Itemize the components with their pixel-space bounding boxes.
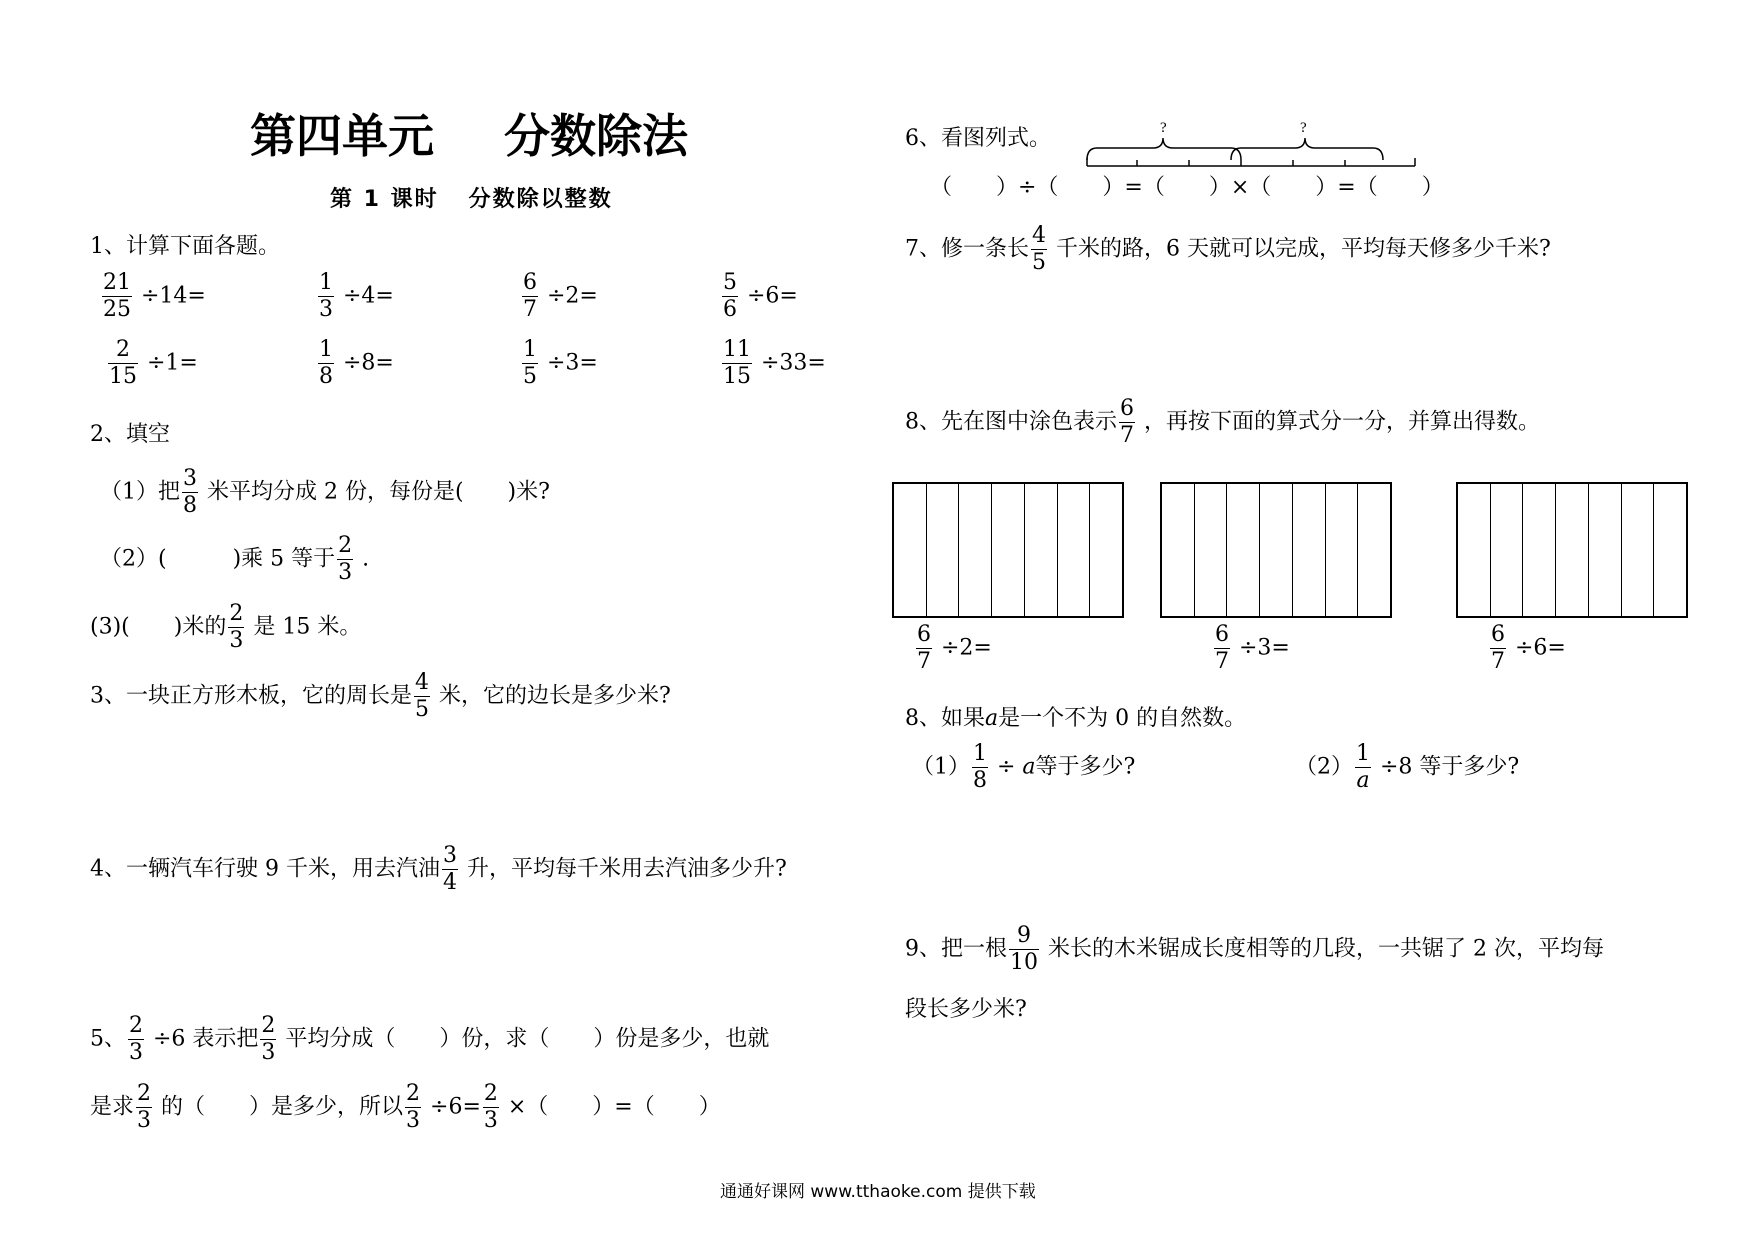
fraction: $\frac{3}{4}$ <box>442 843 457 895</box>
q8b-heading: 8、如果a是一个不为 0 的自然数。 <box>905 706 1247 731</box>
q8-label-3: $\frac{6}{7}$ ÷6= <box>1491 622 1566 674</box>
fraction: $\frac{1}{8}$ <box>973 741 987 793</box>
q6-heading: 6、看图列式。 <box>905 126 1051 151</box>
q1-item-4: $\frac{5}{6}$ ÷6= <box>723 270 798 322</box>
q6-question-mark-2: ? <box>1300 120 1307 136</box>
fraction: $\frac{2}{3}$ <box>261 1013 276 1065</box>
lesson-number: 第 1 课时 <box>330 187 439 212</box>
q6-formula: （ ）÷（ ）=（ ）×（ ）=（ ） <box>930 175 1444 200</box>
q9-line-2: 段长多少米? <box>905 997 1027 1022</box>
q1-heading: 1、计算下面各题。 <box>90 234 280 259</box>
q8-label-2: $\frac{6}{7}$ ÷3= <box>1215 622 1290 674</box>
fraction: $\frac{4}{5}$ <box>415 670 429 722</box>
q1-item-1: $\frac{21}{25}$ ÷14= <box>103 270 206 322</box>
q1-item-7: $\frac{1}{5}$ ÷3= <box>523 337 598 389</box>
page-title <box>250 100 688 166</box>
q5-line-1: 5、 $\frac{2}{3}$ ÷6 表示把 $\frac{2}{3}$ 平均分成（ ）份，求（ ）份是多少，也就 <box>90 1013 770 1065</box>
q2-heading: 2、填空 <box>90 422 170 447</box>
footer-credit: 通通好课网 www.tthaoke.com 提供下载 <box>720 1182 1036 1202</box>
fraction: $\frac{6}{7}$ <box>917 622 931 674</box>
fraction: $\frac{11}{15}$ <box>723 337 751 389</box>
shading-box-2[interactable] <box>1160 482 1392 618</box>
q8b-part-2: （2） $\frac{1}{a}$ ÷8 等于多少? <box>1295 741 1520 793</box>
q8: 8、先在图中涂色表示 $\frac{6}{7}$ ，再按下面的算式分一分，并算出得数。 <box>905 396 1540 448</box>
fraction: $\frac{4}{5}$ <box>1032 223 1046 275</box>
fraction: $\frac{2}{3}$ <box>406 1081 421 1133</box>
fraction: $\frac{2}{3}$ <box>137 1081 152 1133</box>
fraction: $\frac{2}{3}$ <box>129 1013 143 1065</box>
q2-part-1: （1）把 $\frac{3}{8}$ 米平均分成 2 份，每份是( )米? <box>100 466 550 518</box>
fraction: $\frac{3}{8}$ <box>183 466 197 518</box>
shading-box-3[interactable] <box>1456 482 1688 618</box>
q1-item-6: $\frac{1}{8}$ ÷8= <box>319 337 394 389</box>
q1-item-5: $\frac{2}{15}$ ÷1= <box>109 337 198 389</box>
fraction: $\frac{6}{7}$ <box>1215 622 1229 674</box>
fraction: $\frac{6}{7}$ <box>1491 622 1505 674</box>
q8b-part-1: （1） $\frac{1}{8}$ ÷ a等于多少? <box>912 741 1136 793</box>
q2-part-3: (3)( )米的 $\frac{2}{3}$ 是 15 米。 <box>90 601 362 653</box>
fraction: $\frac{2}{15}$ <box>109 337 137 389</box>
fraction: $\frac{6}{7}$ <box>1120 396 1134 448</box>
fraction: $\frac{1}{5}$ <box>523 337 537 389</box>
fraction: $\frac{1}{8}$ <box>319 337 333 389</box>
q9-line-1: 9、把一根 $\frac{9}{10}$ 米长的木米锯成长度相等的几段，一共锯了 2 次，平均每 <box>905 923 1604 975</box>
q6-question-mark-1: ? <box>1160 120 1167 136</box>
q1-item-8: $\frac{11}{15}$ ÷33= <box>723 337 826 389</box>
fraction: $\frac{1}{3}$ <box>319 270 333 322</box>
q1-item-3: $\frac{6}{7}$ ÷2= <box>523 270 598 322</box>
q4: 4、一辆汽车行驶 9 千米，用去汽油 $\frac{3}{4}$ 升，平均每千米用去汽油多少升? <box>90 843 787 895</box>
unit-title: 第四单元 <box>250 109 434 163</box>
q8-label-1: $\frac{6}{7}$ ÷2= <box>917 622 992 674</box>
q2-part-2: （2）( )乘 5 等于 $\frac{2}{3}$ . <box>100 533 370 585</box>
fraction: $\frac{21}{25}$ <box>103 270 131 322</box>
fraction: $\frac{9}{10}$ <box>1010 923 1038 975</box>
q7: 7、修一条长 $\frac{4}{5}$ 千米的路，6 天就可以完成，平均每天修多少千米? <box>905 223 1551 275</box>
shading-box-1[interactable] <box>892 482 1124 618</box>
fraction: $\frac{1}{a}$ <box>1356 741 1370 793</box>
lesson-subtitle <box>330 182 613 213</box>
q5-line-2: 是求 $\frac{2}{3}$ 的（ ）是多少，所以 $\frac{2}{3}$ ÷6= $\frac{2}{3}$ ×（ ）=（ ） <box>90 1081 721 1133</box>
q6-segment-diagram <box>1085 118 1425 176</box>
fraction: $\frac{5}{6}$ <box>723 270 737 322</box>
topic-title: 分数除法 <box>504 109 688 163</box>
fraction: $\frac{6}{7}$ <box>523 270 537 322</box>
fraction: $\frac{2}{3}$ <box>229 601 244 653</box>
lesson-name: 分数除以整数 <box>468 187 613 212</box>
q1-item-2: $\frac{1}{3}$ ÷4= <box>319 270 394 322</box>
q3: 3、一块正方形木板，它的周长是 $\frac{4}{5}$ 米，它的边长是多少米? <box>90 670 671 722</box>
fraction: $\frac{2}{3}$ <box>338 533 353 585</box>
fraction: $\frac{2}{3}$ <box>483 1081 498 1133</box>
